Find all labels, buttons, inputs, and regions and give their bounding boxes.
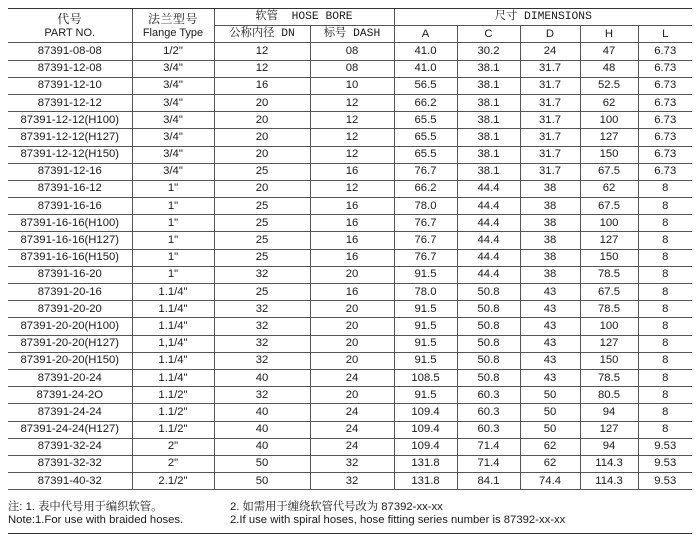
dim-c-cell: 44.4 bbox=[457, 215, 520, 232]
dim-c-cell: 38.1 bbox=[457, 60, 520, 77]
table-row bbox=[8, 335, 692, 352]
flange-cell: 3/4" bbox=[132, 77, 214, 94]
dim-l-cell: 8 bbox=[638, 335, 692, 352]
dim-a-cell: 131.8 bbox=[394, 455, 457, 472]
dash-cell: 16 bbox=[310, 215, 394, 232]
dim-h-cell: 127 bbox=[580, 421, 638, 438]
dim-d-cell: 31.7 bbox=[520, 77, 580, 94]
dim-l-cell: 8 bbox=[638, 284, 692, 301]
dim-d-cell: 43 bbox=[520, 369, 580, 386]
dash-cell: 16 bbox=[310, 284, 394, 301]
dim-l-cell: 6.73 bbox=[638, 77, 692, 94]
dn-cell: 32 bbox=[214, 266, 310, 283]
dim-a-cell: 65.5 bbox=[394, 112, 457, 129]
dn-cell: 50 bbox=[214, 455, 310, 472]
dim-a-cell: 91.5 bbox=[394, 318, 457, 335]
dim-c-cell: 60.3 bbox=[457, 404, 520, 421]
hose-bore-header: 软管 HOSE BORE bbox=[214, 9, 394, 26]
dim-h-cell: 78.5 bbox=[580, 369, 638, 386]
dim-l-cell: 8 bbox=[638, 301, 692, 318]
flange-cell: 3/4" bbox=[132, 94, 214, 111]
dim-d-cell: 43 bbox=[520, 284, 580, 301]
part-no-cell: 87391-16-16 bbox=[8, 198, 132, 215]
dash-cell: 20 bbox=[310, 318, 394, 335]
dim-c-cell: 50.8 bbox=[457, 318, 520, 335]
part-no-cell: 87391-20-20 bbox=[8, 301, 132, 318]
part-no-cell: 87391-12-08 bbox=[8, 60, 132, 77]
dim-d-cell: 38 bbox=[520, 266, 580, 283]
dim-a-cell: 108.5 bbox=[394, 369, 457, 386]
dim-a-cell: 76.7 bbox=[394, 215, 457, 232]
dim-d-cell: 31.7 bbox=[520, 129, 580, 146]
dim-l-header: L bbox=[638, 26, 692, 43]
dn-cell: 40 bbox=[214, 421, 310, 438]
dash-cell: 20 bbox=[310, 352, 394, 369]
dim-a-cell: 78.0 bbox=[394, 198, 457, 215]
flange-cell: 1" bbox=[132, 249, 214, 266]
part-no-cell: 87391-20-20(H127) bbox=[8, 335, 132, 352]
dim-d-cell: 38 bbox=[520, 198, 580, 215]
dim-c-cell: 50.8 bbox=[457, 352, 520, 369]
part-no-cell: 87391-40-32 bbox=[8, 473, 132, 490]
part-no-cell: 87391-12-12(H127) bbox=[8, 129, 132, 146]
part-no-header bbox=[8, 9, 132, 43]
table-row bbox=[8, 129, 692, 146]
flange-type-header-cn: 法兰型号 bbox=[147, 11, 198, 26]
dim-l-cell: 8 bbox=[638, 369, 692, 386]
part-no-cell: 87391-12-12(H150) bbox=[8, 146, 132, 163]
flange-cell: 3/4" bbox=[132, 112, 214, 129]
dim-l-cell: 8 bbox=[638, 387, 692, 404]
dim-d-cell: 74.4 bbox=[520, 473, 580, 490]
dim-l-cell: 9.53 bbox=[638, 455, 692, 472]
dim-l-cell: 6.73 bbox=[638, 146, 692, 163]
dn-cell: 20 bbox=[214, 94, 310, 111]
dim-h-cell: 100 bbox=[580, 318, 638, 335]
part-no-cell: 87391-16-20 bbox=[8, 266, 132, 283]
dim-d-cell: 31.7 bbox=[520, 60, 580, 77]
table-row bbox=[8, 60, 692, 77]
dim-c-cell: 60.3 bbox=[457, 421, 520, 438]
flange-type-header-en: Flange Type bbox=[142, 26, 204, 39]
dim-h-cell: 94 bbox=[580, 404, 638, 421]
flange-cell: 1.1/4" bbox=[132, 369, 214, 386]
dash-cell: 08 bbox=[310, 43, 394, 60]
dim-a-cell: 91.5 bbox=[394, 387, 457, 404]
dim-a-cell: 41.0 bbox=[394, 43, 457, 60]
flange-cell: 1,1/4" bbox=[132, 335, 214, 352]
dim-h-cell: 62 bbox=[580, 94, 638, 111]
table-row bbox=[8, 198, 692, 215]
dim-h-cell: 48 bbox=[580, 60, 638, 77]
dn-cell: 32 bbox=[214, 318, 310, 335]
flange-cell: 1.1/4" bbox=[132, 352, 214, 369]
flange-cell: 3/4" bbox=[132, 60, 214, 77]
note-en-1: Note:1.For use with braided hoses. bbox=[8, 514, 184, 526]
dim-d-cell: 43 bbox=[520, 301, 580, 318]
dn-cell: 20 bbox=[214, 129, 310, 146]
table-row bbox=[8, 215, 692, 232]
flange-cell: 1.1/4" bbox=[132, 284, 214, 301]
flange-cell: 1" bbox=[132, 215, 214, 232]
table-row bbox=[8, 43, 692, 60]
dim-d-header: D bbox=[520, 26, 580, 43]
part-no-cell: 87391-12-10 bbox=[8, 77, 132, 94]
dash-header: 标号 DASH bbox=[310, 26, 394, 43]
notes bbox=[8, 490, 692, 532]
dim-a-cell: 91.5 bbox=[394, 266, 457, 283]
dim-c-cell: 50.8 bbox=[457, 301, 520, 318]
dim-h-cell: 127 bbox=[580, 335, 638, 352]
dim-c-cell: 44.4 bbox=[457, 180, 520, 197]
dim-d-cell: 24 bbox=[520, 43, 580, 60]
dn-cell: 20 bbox=[214, 146, 310, 163]
dash-cell: 08 bbox=[310, 60, 394, 77]
dim-l-cell: 6.73 bbox=[638, 60, 692, 77]
dim-a-cell: 76.7 bbox=[394, 163, 457, 180]
dash-cell: 20 bbox=[310, 387, 394, 404]
dim-d-cell: 31.7 bbox=[520, 146, 580, 163]
dim-l-cell: 6.73 bbox=[638, 43, 692, 60]
dim-c-cell: 60.3 bbox=[457, 387, 520, 404]
dash-cell: 24 bbox=[310, 421, 394, 438]
note-cn-1: 注: 1. 表中代号用于编织软管。 bbox=[8, 501, 163, 513]
flange-cell: 1" bbox=[132, 198, 214, 215]
flange-cell: 3/4" bbox=[132, 163, 214, 180]
dim-d-cell: 38 bbox=[520, 232, 580, 249]
dn-cell: 25 bbox=[214, 284, 310, 301]
dim-c-cell: 50.8 bbox=[457, 335, 520, 352]
dim-l-cell: 6.73 bbox=[638, 112, 692, 129]
dim-a-cell: 91.5 bbox=[394, 352, 457, 369]
dash-cell: 20 bbox=[310, 335, 394, 352]
dim-c-cell: 44.4 bbox=[457, 249, 520, 266]
dn-cell: 40 bbox=[214, 438, 310, 455]
table-body bbox=[8, 43, 692, 490]
dim-c-cell: 30.2 bbox=[457, 43, 520, 60]
flange-cell: 3/4" bbox=[132, 146, 214, 163]
table-row bbox=[8, 318, 692, 335]
dim-a-cell: 109.4 bbox=[394, 421, 457, 438]
dim-d-cell: 62 bbox=[520, 438, 580, 455]
dim-a-cell: 66.2 bbox=[394, 94, 457, 111]
dash-cell: 12 bbox=[310, 146, 394, 163]
note-en-2: 2.If use with spiral hoses, hose fitting series number is 87392-xx-xx bbox=[230, 514, 566, 526]
part-no-header-en: PART NO. bbox=[44, 26, 96, 39]
dim-h-cell: 78.5 bbox=[580, 266, 638, 283]
dn-cell: 25 bbox=[214, 215, 310, 232]
dim-c-cell: 38.1 bbox=[457, 129, 520, 146]
dim-a-cell: 76.7 bbox=[394, 249, 457, 266]
dash-cell: 12 bbox=[310, 112, 394, 129]
dn-cell: 40 bbox=[214, 369, 310, 386]
part-no-cell: 87391-16-16(H127) bbox=[8, 232, 132, 249]
table-row bbox=[8, 404, 692, 421]
dn-cell: 16 bbox=[214, 77, 310, 94]
header-row-1 bbox=[8, 9, 692, 26]
dn-cell: 12 bbox=[214, 60, 310, 77]
dim-l-cell: 8 bbox=[638, 249, 692, 266]
dn-cell: 32 bbox=[214, 301, 310, 318]
dn-cell: 12 bbox=[214, 43, 310, 60]
dim-h-cell: 78.5 bbox=[580, 301, 638, 318]
dim-c-cell: 50.8 bbox=[457, 284, 520, 301]
dn-cell: 32 bbox=[214, 335, 310, 352]
dim-a-cell: 65.5 bbox=[394, 129, 457, 146]
table-row bbox=[8, 112, 692, 129]
flange-type-header bbox=[132, 9, 214, 43]
dash-cell: 32 bbox=[310, 473, 394, 490]
table-row bbox=[8, 455, 692, 472]
dash-cell: 32 bbox=[310, 455, 394, 472]
dim-c-header: C bbox=[457, 26, 520, 43]
dim-l-cell: 8 bbox=[638, 180, 692, 197]
dash-cell: 16 bbox=[310, 249, 394, 266]
dim-l-cell: 8 bbox=[638, 404, 692, 421]
spec-sheet bbox=[8, 8, 692, 534]
flange-cell: 1" bbox=[132, 232, 214, 249]
part-no-cell: 87391-16-12 bbox=[8, 180, 132, 197]
dim-a-cell: 56.5 bbox=[394, 77, 457, 94]
dim-c-cell: 38.1 bbox=[457, 146, 520, 163]
table-row bbox=[8, 438, 692, 455]
dim-h-cell: 67.5 bbox=[580, 163, 638, 180]
table-row bbox=[8, 352, 692, 369]
dim-a-cell: 131.8 bbox=[394, 473, 457, 490]
dim-l-cell: 6.73 bbox=[638, 129, 692, 146]
dim-d-cell: 43 bbox=[520, 318, 580, 335]
dash-cell: 10 bbox=[310, 77, 394, 94]
dim-c-cell: 38.1 bbox=[457, 112, 520, 129]
dn-cell: 25 bbox=[214, 232, 310, 249]
flange-cell: 1/2" bbox=[132, 43, 214, 60]
dim-d-cell: 31.7 bbox=[520, 94, 580, 111]
dn-cell: 25 bbox=[214, 198, 310, 215]
flange-cell: 1.1/4" bbox=[132, 301, 214, 318]
dim-c-cell: 38.1 bbox=[457, 94, 520, 111]
part-no-cell: 87391-24-24(H127) bbox=[8, 421, 132, 438]
flange-cell: 1" bbox=[132, 266, 214, 283]
dim-d-cell: 31.7 bbox=[520, 163, 580, 180]
dash-cell: 12 bbox=[310, 180, 394, 197]
part-no-cell: 87391-08-08 bbox=[8, 43, 132, 60]
dim-c-cell: 84.1 bbox=[457, 473, 520, 490]
part-no-cell: 87391-12-12(H100) bbox=[8, 112, 132, 129]
flange-cell: 1.1/4" bbox=[132, 318, 214, 335]
flange-cell: 3/4" bbox=[132, 129, 214, 146]
dim-d-cell: 38 bbox=[520, 180, 580, 197]
table-row bbox=[8, 232, 692, 249]
flange-cell: 2" bbox=[132, 455, 214, 472]
dn-header: 公称内径 DN bbox=[214, 26, 310, 43]
dimension-table bbox=[8, 9, 692, 490]
dim-h-cell: 127 bbox=[580, 129, 638, 146]
part-no-cell: 87391-16-16(H150) bbox=[8, 249, 132, 266]
dim-d-cell: 62 bbox=[520, 455, 580, 472]
dim-a-header: A bbox=[394, 26, 457, 43]
dim-l-cell: 9.53 bbox=[638, 473, 692, 490]
table-row bbox=[8, 284, 692, 301]
part-no-cell: 87391-20-20(H150) bbox=[8, 352, 132, 369]
table-row bbox=[8, 266, 692, 283]
dim-d-cell: 38 bbox=[520, 249, 580, 266]
dimensions-header: 尺寸 DIMENSIONS bbox=[394, 9, 692, 26]
dim-c-cell: 38.1 bbox=[457, 163, 520, 180]
dim-a-cell: 76.7 bbox=[394, 232, 457, 249]
part-no-cell: 87391-12-16 bbox=[8, 163, 132, 180]
dim-d-cell: 43 bbox=[520, 335, 580, 352]
dn-cell: 50 bbox=[214, 473, 310, 490]
part-no-header-cn: 代号 bbox=[57, 11, 83, 26]
dim-l-cell: 8 bbox=[638, 318, 692, 335]
dim-d-cell: 50 bbox=[520, 387, 580, 404]
dim-c-cell: 44.4 bbox=[457, 232, 520, 249]
table-row bbox=[8, 163, 692, 180]
table-row bbox=[8, 387, 692, 404]
dim-h-cell: 52.5 bbox=[580, 77, 638, 94]
table-row bbox=[8, 421, 692, 438]
dn-cell: 20 bbox=[214, 180, 310, 197]
flange-cell: 2" bbox=[132, 438, 214, 455]
dash-cell: 20 bbox=[310, 266, 394, 283]
dash-cell: 16 bbox=[310, 198, 394, 215]
dim-d-cell: 50 bbox=[520, 404, 580, 421]
dim-h-cell: 150 bbox=[580, 249, 638, 266]
table-row bbox=[8, 249, 692, 266]
dim-c-cell: 44.4 bbox=[457, 198, 520, 215]
flange-cell: 2.1/2" bbox=[132, 473, 214, 490]
flange-cell: 1" bbox=[132, 180, 214, 197]
table-row bbox=[8, 301, 692, 318]
part-no-cell: 87391-24-2O bbox=[8, 387, 132, 404]
dn-cell: 25 bbox=[214, 249, 310, 266]
dim-a-cell: 109.4 bbox=[394, 438, 457, 455]
part-no-cell: 87391-32-24 bbox=[8, 438, 132, 455]
table-row bbox=[8, 77, 692, 94]
dim-l-cell: 8 bbox=[638, 232, 692, 249]
table-row bbox=[8, 146, 692, 163]
dim-l-cell: 8 bbox=[638, 266, 692, 283]
dash-cell: 24 bbox=[310, 438, 394, 455]
dim-a-cell: 91.5 bbox=[394, 301, 457, 318]
dim-h-cell: 150 bbox=[580, 146, 638, 163]
part-no-cell: 87391-32-32 bbox=[8, 455, 132, 472]
table-row bbox=[8, 473, 692, 490]
part-no-cell: 87391-20-20(H100) bbox=[8, 318, 132, 335]
dim-c-cell: 38.1 bbox=[457, 77, 520, 94]
dn-cell: 32 bbox=[214, 352, 310, 369]
dim-d-cell: 43 bbox=[520, 352, 580, 369]
dn-cell: 20 bbox=[214, 112, 310, 129]
dim-a-cell: 65.5 bbox=[394, 146, 457, 163]
dim-a-cell: 91.5 bbox=[394, 335, 457, 352]
dash-cell: 12 bbox=[310, 94, 394, 111]
dim-l-cell: 8 bbox=[638, 352, 692, 369]
dim-l-cell: 6.73 bbox=[638, 94, 692, 111]
dim-h-cell: 100 bbox=[580, 112, 638, 129]
dim-h-cell: 100 bbox=[580, 215, 638, 232]
dim-a-cell: 109.4 bbox=[394, 404, 457, 421]
part-no-cell: 87391-20-16 bbox=[8, 284, 132, 301]
dim-h-cell: 127 bbox=[580, 232, 638, 249]
dim-c-cell: 71.4 bbox=[457, 455, 520, 472]
dash-cell: 24 bbox=[310, 404, 394, 421]
dn-cell: 32 bbox=[214, 387, 310, 404]
dash-cell: 20 bbox=[310, 301, 394, 318]
dim-l-cell: 8 bbox=[638, 198, 692, 215]
note-cn-2: 2. 如需用于缠绕软管代号改为 87392-xx-xx bbox=[230, 501, 443, 513]
flange-cell: 1.1/2" bbox=[132, 421, 214, 438]
dim-l-cell: 6.73 bbox=[638, 163, 692, 180]
table-row bbox=[8, 94, 692, 111]
table-row bbox=[8, 180, 692, 197]
dim-d-cell: 31.7 bbox=[520, 112, 580, 129]
dim-h-cell: 80.5 bbox=[580, 387, 638, 404]
dash-cell: 12 bbox=[310, 129, 394, 146]
dash-cell: 16 bbox=[310, 232, 394, 249]
dim-d-cell: 38 bbox=[520, 215, 580, 232]
dim-l-cell: 9.53 bbox=[638, 438, 692, 455]
part-no-cell: 87391-16-16(H100) bbox=[8, 215, 132, 232]
table-row bbox=[8, 369, 692, 386]
dim-h-cell: 47 bbox=[580, 43, 638, 60]
dim-h-cell: 114.3 bbox=[580, 455, 638, 472]
dash-cell: 16 bbox=[310, 163, 394, 180]
part-no-cell: 87391-20-24 bbox=[8, 369, 132, 386]
dim-d-cell: 50 bbox=[520, 421, 580, 438]
dim-c-cell: 71.4 bbox=[457, 438, 520, 455]
dim-h-cell: 94 bbox=[580, 438, 638, 455]
dash-cell: 24 bbox=[310, 369, 394, 386]
dim-a-cell: 78.0 bbox=[394, 284, 457, 301]
dn-cell: 40 bbox=[214, 404, 310, 421]
dn-cell: 25 bbox=[214, 163, 310, 180]
dim-h-cell: 62 bbox=[580, 180, 638, 197]
dim-h-header: H bbox=[580, 26, 638, 43]
dim-h-cell: 67.5 bbox=[580, 284, 638, 301]
dim-h-cell: 150 bbox=[580, 352, 638, 369]
flange-cell: 1.1/2" bbox=[132, 387, 214, 404]
dim-l-cell: 8 bbox=[638, 215, 692, 232]
dim-l-cell: 8 bbox=[638, 421, 692, 438]
dim-c-cell: 44.4 bbox=[457, 266, 520, 283]
dim-a-cell: 41.0 bbox=[394, 60, 457, 77]
flange-cell: 1.1/2" bbox=[132, 404, 214, 421]
part-no-cell: 87391-12-12 bbox=[8, 94, 132, 111]
dim-c-cell: 50.8 bbox=[457, 369, 520, 386]
dim-h-cell: 114.3 bbox=[580, 473, 638, 490]
dim-h-cell: 67.5 bbox=[580, 198, 638, 215]
part-no-cell: 87391-24-24 bbox=[8, 404, 132, 421]
dim-a-cell: 66.2 bbox=[394, 180, 457, 197]
